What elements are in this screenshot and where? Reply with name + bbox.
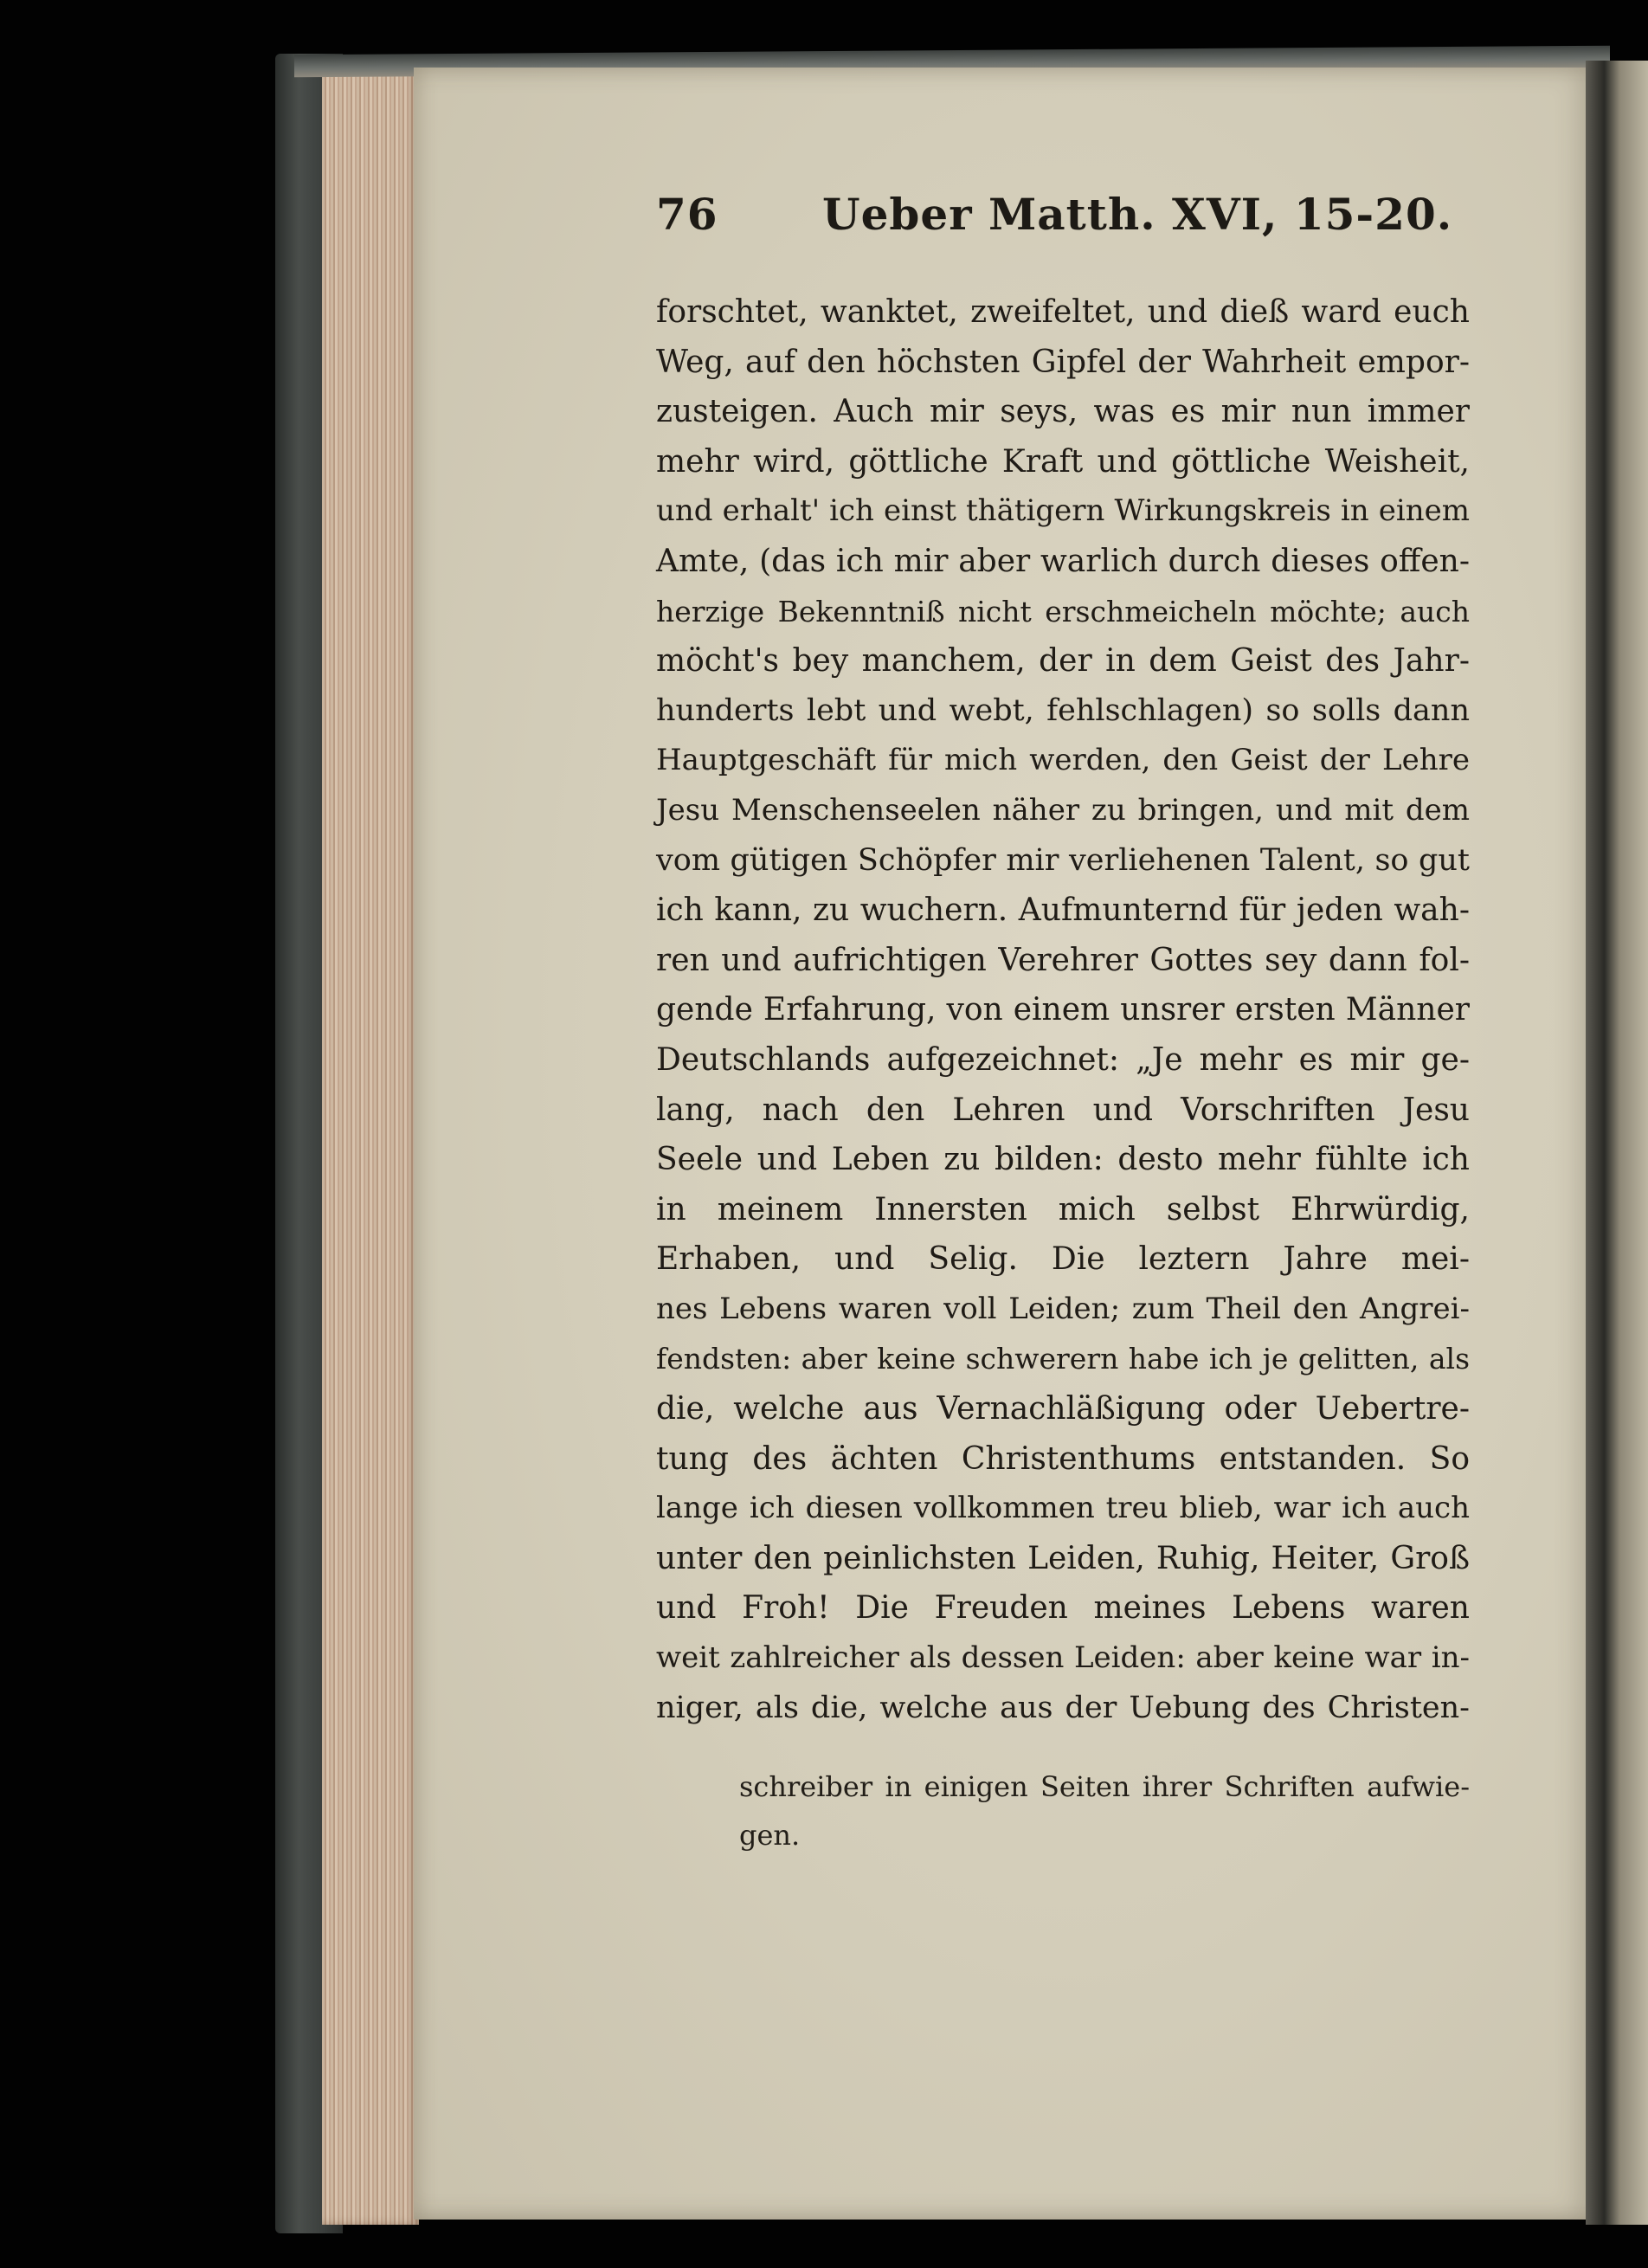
page-number: 76 — [656, 189, 718, 240]
text-line: Deutschlands aufgezeichnet: „Je mehr es mir ge- — [656, 1041, 1470, 1078]
text-line: Jesu Menschenseelen näher zu bringen, und mit dem — [656, 792, 1470, 828]
text-line: möcht's bey manchem, der in dem Geist des Jahr- — [656, 643, 1470, 680]
text-line: zusteigen. Auch mir seys, was es mir nun immer — [656, 394, 1470, 430]
text-line: mehr wird, göttliche Kraft und göttliche Weisheit, — [656, 443, 1470, 480]
footnote — [739, 1762, 1470, 1859]
text-line: unter den peinlichsten Leiden, Ruhig, Heiter, Groß — [656, 1540, 1470, 1576]
text-line: und erhalt' ich einst thätigern Wirkungskreis in einem — [656, 493, 1470, 529]
text-line: fendsten: aber keine schwerern habe ich je gelitten, als — [656, 1342, 1470, 1376]
text-line: hunderts lebt und webt, fehlschlagen) so solls dann — [656, 693, 1470, 728]
text-line: Seele und Leben zu bilden: desto mehr fühlte ich — [656, 1142, 1470, 1178]
text-line: lange ich diesen vollkommen treu blieb, war ich auch — [656, 1491, 1470, 1526]
text-line: und Froh! Die Freuden meines Lebens waren — [656, 1590, 1470, 1627]
running-title: Ueber Matth. XVI, 15-20. — [822, 189, 1453, 240]
text-line: gende Erfahrung, von einem unsrer ersten Männer — [656, 992, 1470, 1028]
text-line: ich kann, zu wuchern. Aufmunternd für jeden wah- — [656, 892, 1470, 929]
text-line: Amte, (das ich mir aber warlich durch dieses offen- — [656, 543, 1470, 579]
footnote-line: schreiber in einigen Seiten ihrer Schriften aufwie- — [739, 1770, 1470, 1803]
text-line: herzige Bekenntniß nicht erschmeicheln möchte; auch — [656, 594, 1470, 628]
text-line: ren und aufrichtigen Verehrer Gottes sey dann fol- — [656, 942, 1470, 978]
text-line: Weg, auf den höchsten Gipfel der Wahrheit empor- — [656, 344, 1470, 380]
text-line: niger, als die, welche aus der Uebung des Christen- — [656, 1690, 1470, 1725]
footnote-line: gen. — [739, 1819, 801, 1852]
body-text — [656, 287, 1470, 1733]
text-line: forschtet, wanktet, zweifeltet, und dieß ward euch — [656, 294, 1470, 330]
facing-page-edge — [1586, 61, 1648, 2225]
text-line: weit zahlreicher als dessen Leiden: aber keine war in- — [656, 1640, 1470, 1676]
text-line: die, welche aus Vernachläßigung oder Uebertre- — [656, 1391, 1470, 1427]
text-line: lang, nach den Lehren und Vorschriften Jesu — [656, 1092, 1470, 1128]
text-line: tung des ächten Christenthums entstanden. So — [656, 1440, 1470, 1477]
text-line: in meinem Innersten mich selbst Ehrwürdig, — [656, 1191, 1470, 1227]
text-line: Hauptgeschäft für mich werden, den Geist der Lehre — [656, 743, 1470, 778]
page-edges — [322, 61, 419, 2225]
text-line: nes Lebens waren voll Leiden; zum Theil den Angrei- — [656, 1291, 1470, 1326]
text-line: Erhaben, und Selig. Die leztern Jahre mei- — [656, 1241, 1470, 1278]
text-line: vom gütigen Schöpfer mir verliehenen Talent, so gut — [656, 842, 1470, 878]
